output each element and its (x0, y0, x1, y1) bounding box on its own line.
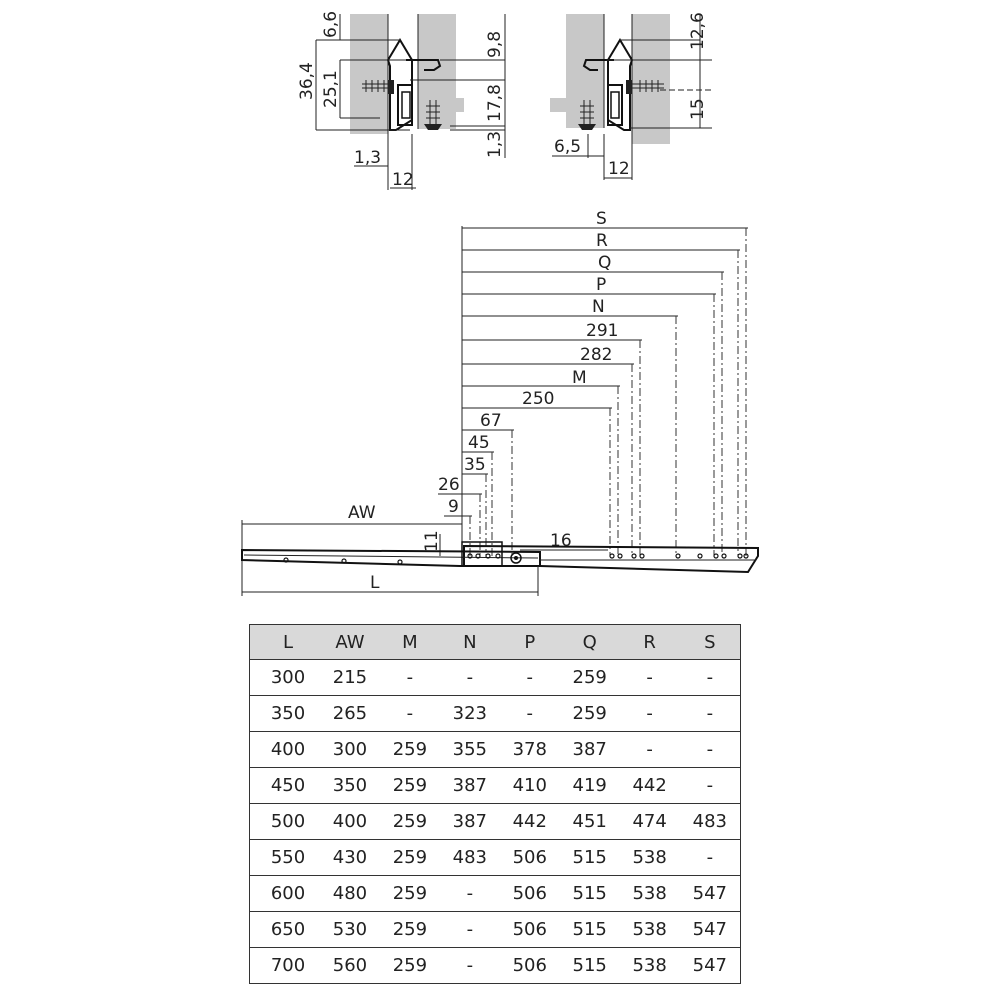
table-row (250, 768, 741, 804)
table-cell: 506 (500, 840, 560, 876)
table-cell: 259 (380, 804, 440, 840)
table-cell: 259 (380, 732, 440, 768)
dim-label: 17,8 (485, 84, 505, 122)
table-cell: 474 (620, 804, 680, 840)
table-cell: 480 (320, 876, 380, 912)
table-cell: 300 (320, 732, 380, 768)
dim-label: 12 (392, 170, 414, 190)
table-cell: 378 (500, 732, 560, 768)
table-cell: - (620, 696, 680, 732)
dim-label: 6,6 (321, 10, 341, 38)
dim-label-n: N (592, 297, 605, 317)
runner-drawer-rail (464, 546, 758, 572)
dimension-table-container (249, 624, 741, 984)
table-cell: 259 (380, 948, 440, 984)
table-cell: - (380, 696, 440, 732)
table-cell: 500 (250, 804, 321, 840)
table-cell: 430 (320, 840, 380, 876)
section-view-left (297, 11, 505, 190)
dim-label-250: 250 (522, 389, 555, 409)
table-cell: 547 (680, 876, 741, 912)
dim-label-291: 291 (586, 321, 619, 341)
table-cell: 550 (250, 840, 321, 876)
table-cell: - (440, 660, 500, 696)
table-cell: 387 (440, 804, 500, 840)
table-cell: - (440, 948, 500, 984)
table-cell: 515 (560, 840, 620, 876)
table-cell: 350 (320, 768, 380, 804)
table-cell: 483 (680, 804, 741, 840)
table-cell: 350 (250, 696, 321, 732)
dim-label-q: Q (598, 253, 612, 273)
dim-label-35: 35 (464, 455, 486, 475)
table-cell: 650 (250, 912, 321, 948)
dim-label: 25,1 (321, 70, 341, 108)
dim-label-67: 67 (480, 411, 502, 431)
header-m: M (380, 625, 440, 660)
table-cell: - (500, 696, 560, 732)
header-s: S (680, 625, 741, 660)
dim-label-26: 26 (438, 475, 460, 495)
table-cell: - (380, 660, 440, 696)
table-cell: - (680, 768, 741, 804)
dim-label-282: 282 (580, 345, 613, 365)
table-cell: 259 (380, 768, 440, 804)
table-row (250, 876, 741, 912)
header-aw: AW (320, 625, 380, 660)
table-cell: 259 (560, 696, 620, 732)
table-cell: 547 (680, 912, 741, 948)
table-cell: 483 (440, 840, 500, 876)
table-cell: 259 (380, 840, 440, 876)
dim-label: 15 (688, 98, 708, 120)
table-cell: 265 (320, 696, 380, 732)
table-cell: 387 (560, 732, 620, 768)
table-cell: 700 (250, 948, 321, 984)
table-cell: 410 (500, 768, 560, 804)
table-cell: 515 (560, 948, 620, 984)
table-cell: 451 (560, 804, 620, 840)
dim-label-11: 11 (422, 530, 442, 552)
table-cell: - (440, 912, 500, 948)
table-cell: 400 (320, 804, 380, 840)
dim-label-l: L (370, 573, 380, 593)
cabinet-side-panel (632, 14, 670, 144)
table-cell: 300 (250, 660, 321, 696)
dim-label: 36,4 (297, 62, 317, 100)
table-cell: 538 (620, 876, 680, 912)
section-view-right (550, 12, 712, 180)
table-cell: 547 (680, 948, 741, 984)
table-cell: - (680, 732, 741, 768)
table-cell: - (620, 660, 680, 696)
dim-label: 6,5 (554, 137, 582, 157)
table-cell: 323 (440, 696, 500, 732)
header-q: Q (560, 625, 620, 660)
table-cell: 560 (320, 948, 380, 984)
table-cell: - (680, 660, 741, 696)
table-cell: 442 (500, 804, 560, 840)
table-cell: - (500, 660, 560, 696)
table-cell: 400 (250, 732, 321, 768)
table-cell: 515 (560, 912, 620, 948)
table-cell: - (680, 840, 741, 876)
table-row (250, 948, 741, 984)
header-l: L (250, 625, 321, 660)
table-row (250, 804, 741, 840)
dim-label-m: M (572, 368, 587, 388)
header-r: R (620, 625, 680, 660)
dim-label-aw: AW (348, 503, 376, 523)
side-view (242, 209, 758, 596)
table-cell: - (680, 696, 741, 732)
table-row (250, 912, 741, 948)
dim-label-s: S (596, 209, 607, 229)
table-cell: 259 (560, 660, 620, 696)
table-row (250, 696, 741, 732)
table-row (250, 732, 741, 768)
table-cell: - (620, 732, 680, 768)
table-row (250, 840, 741, 876)
dim-label-r: R (596, 231, 608, 251)
dim-label: 12,6 (688, 12, 708, 50)
table-row (250, 660, 741, 696)
dim-label-45: 45 (468, 433, 490, 453)
header-p: P (500, 625, 560, 660)
dim-label: 12 (608, 159, 630, 179)
table-cell: 515 (560, 876, 620, 912)
dim-label-9: 9 (448, 497, 459, 517)
runner-roller (608, 85, 622, 125)
cabinet-side-panel (350, 14, 388, 134)
dim-label-p: P (596, 275, 607, 295)
dim-label: 1,3 (485, 130, 505, 158)
table-cell: 450 (250, 768, 321, 804)
drawer-side-panel (566, 14, 604, 128)
table-cell: - (440, 876, 500, 912)
table-cell: 538 (620, 912, 680, 948)
table-cell: 355 (440, 732, 500, 768)
table-cell: 419 (560, 768, 620, 804)
table-cell: 506 (500, 912, 560, 948)
table-cell: 259 (380, 912, 440, 948)
table-header-row (250, 625, 741, 660)
dim-label: 1,3 (354, 148, 382, 168)
table-cell: 600 (250, 876, 321, 912)
table-cell: 538 (620, 948, 680, 984)
table-cell: 506 (500, 948, 560, 984)
table-cell: 506 (500, 876, 560, 912)
table-body (250, 660, 741, 984)
dim-label: 9,8 (485, 30, 505, 58)
table-cell: 387 (440, 768, 500, 804)
table-cell: 538 (620, 840, 680, 876)
header-n: N (440, 625, 500, 660)
dim-label-16: 16 (550, 531, 572, 551)
dimension-table (249, 624, 741, 984)
table-cell: 259 (380, 876, 440, 912)
table-cell: 442 (620, 768, 680, 804)
table-cell: 530 (320, 912, 380, 948)
table-cell: 215 (320, 660, 380, 696)
